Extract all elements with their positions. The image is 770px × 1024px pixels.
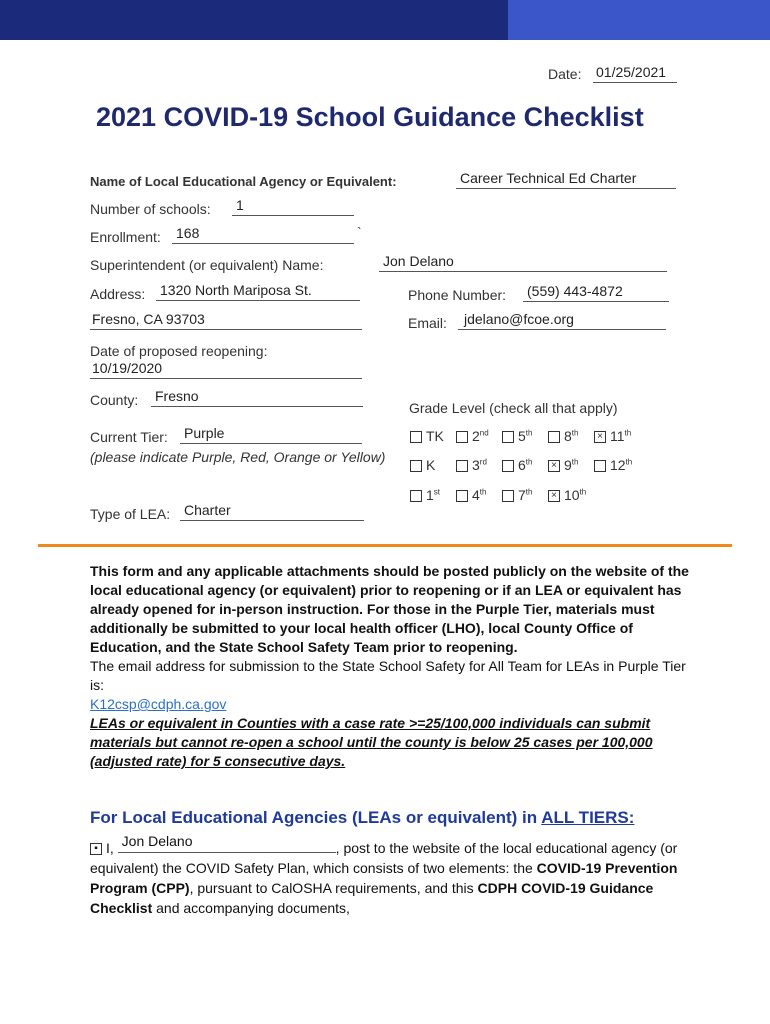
reopening-value: 10/19/2020 bbox=[92, 360, 163, 376]
lea-type-field[interactable] bbox=[180, 502, 364, 521]
phone-field[interactable] bbox=[523, 283, 669, 302]
grade-option[interactable] bbox=[548, 457, 578, 473]
checklist-text: CDPH COVID-19 Guidance Checklist bbox=[90, 880, 654, 916]
schools-value: 1 bbox=[236, 197, 244, 213]
grade-option[interactable] bbox=[502, 428, 532, 444]
grade-label: 1 bbox=[426, 487, 434, 503]
schools-field[interactable] bbox=[232, 197, 354, 216]
lea-name-label: Name of Local Educational Agency or Equivalent: bbox=[90, 174, 397, 189]
grade-option[interactable] bbox=[548, 487, 586, 503]
grade-label: TK bbox=[426, 428, 444, 444]
header-banner-accent bbox=[508, 0, 770, 40]
grade-option[interactable] bbox=[594, 457, 632, 473]
notice-normal-text: The email address for submission to the State School Safety for All Team for LEAs in Purple Tier is: bbox=[90, 658, 686, 693]
reopening-field[interactable] bbox=[90, 360, 362, 379]
checkbox-icon[interactable] bbox=[548, 431, 560, 443]
date-label: Date: bbox=[548, 66, 582, 82]
tier-field[interactable] bbox=[180, 425, 362, 444]
grade-option[interactable] bbox=[548, 428, 578, 444]
grade-label: 4 bbox=[472, 487, 480, 503]
checkbox-icon[interactable] bbox=[456, 460, 468, 472]
grade-suffix: th bbox=[525, 457, 533, 467]
grade-suffix: nd bbox=[479, 428, 489, 438]
submission-email-link[interactable]: K12csp@cdph.ca.gov bbox=[90, 696, 227, 712]
checkbox-icon[interactable] bbox=[456, 431, 468, 443]
grade-label: 10 bbox=[564, 487, 580, 503]
superintendent-label: Superintendent (or equivalent) Name: bbox=[90, 257, 324, 273]
grade-label: K bbox=[426, 457, 436, 473]
grade-option[interactable] bbox=[456, 487, 486, 503]
grade-option[interactable] bbox=[456, 457, 487, 473]
all-tiers-heading-emph: ALL TIERS: bbox=[541, 808, 635, 827]
grade-label: 12 bbox=[610, 457, 626, 473]
grade-option[interactable] bbox=[410, 487, 440, 503]
all-tiers-text3: and accompanying documents, bbox=[152, 900, 350, 916]
grade-suffix: th bbox=[525, 428, 533, 438]
grade-suffix: th bbox=[624, 428, 632, 438]
phone-value: (559) 443-4872 bbox=[527, 283, 623, 299]
superintendent-value: Jon Delano bbox=[383, 253, 454, 269]
checked-checkbox-icon[interactable]: × bbox=[548, 460, 560, 472]
header-banner bbox=[0, 0, 770, 40]
i-label: I, bbox=[106, 840, 114, 856]
grade-option[interactable] bbox=[594, 428, 631, 444]
grade-suffix: th bbox=[579, 487, 587, 497]
enrollment-trailing-mark: ` bbox=[357, 224, 362, 240]
cpp-text: COVID-19 Prevention Program (CPP) bbox=[90, 860, 678, 896]
grade-label: 6 bbox=[518, 457, 526, 473]
notice-block bbox=[90, 562, 690, 771]
schools-label: Number of schools: bbox=[90, 201, 211, 217]
enrollment-value: 168 bbox=[176, 225, 200, 241]
grade-label: 7 bbox=[518, 487, 526, 503]
all-tiers-name-field[interactable] bbox=[118, 833, 336, 853]
checkbox-icon[interactable] bbox=[594, 460, 606, 472]
grade-option[interactable] bbox=[410, 457, 435, 473]
grade-option[interactable] bbox=[456, 428, 489, 444]
checkbox-icon[interactable] bbox=[502, 460, 514, 472]
lea-name-value: Career Technical Ed Charter bbox=[460, 170, 637, 186]
notice-bold-text: This form and any applicable attachments should be posted publicly on the website of the local educational agency (or equivalent) prior to reopening or if an LEA or equivalent has already opened for in-person instruction. For those in the Purple Tier, materials must additionally be submitted to your local health officer (LHO), local County Office of Education, and the State School Safety Team prior to reopening. bbox=[90, 563, 689, 655]
grade-label: 9 bbox=[564, 457, 572, 473]
grade-level-label: Grade Level (check all that apply) bbox=[409, 400, 618, 416]
lea-type-value: Charter bbox=[184, 502, 231, 518]
notice-case-rate-text: LEAs or equivalent in Counties with a case rate >=25/100,000 individuals can submit materials but cannot re-open a school until the county is below 25 cases per 100,000 (adjusted rate) for 5 consecutive days. bbox=[90, 715, 653, 769]
all-tiers-text2: , pursuant to CalOSHA requirements, and this bbox=[189, 880, 478, 896]
all-tiers-heading-prefix: For Local Educational Agencies (LEAs or equivalent) in bbox=[90, 808, 542, 827]
grade-suffix: rd bbox=[479, 457, 487, 467]
superintendent-field[interactable] bbox=[379, 253, 667, 272]
address-field[interactable] bbox=[156, 282, 360, 301]
email-value: jdelano@fcoe.org bbox=[464, 311, 574, 327]
county-field[interactable] bbox=[151, 388, 363, 407]
lea-type-label: Type of LEA: bbox=[90, 506, 171, 522]
all-tiers-checkbox[interactable]: ▪ bbox=[90, 843, 102, 855]
grade-suffix: th bbox=[571, 457, 579, 467]
address-line2-field[interactable] bbox=[90, 311, 362, 330]
grade-suffix: st bbox=[433, 487, 441, 497]
checkbox-icon[interactable] bbox=[456, 490, 468, 502]
checkbox-icon[interactable] bbox=[502, 431, 514, 443]
reopening-label: Date of proposed reopening: bbox=[90, 343, 268, 359]
email-label: Email: bbox=[408, 315, 447, 331]
all-tiers-text1: , post to the website of the local educational agency (or equivalent) the COVID Safety Plan, which consists of two elements: the bbox=[90, 840, 678, 876]
phone-label: Phone Number: bbox=[408, 287, 507, 303]
lea-name-field[interactable] bbox=[456, 170, 676, 189]
enrollment-label: Enrollment: bbox=[90, 229, 161, 245]
county-value: Fresno bbox=[155, 388, 199, 404]
grade-suffix: th bbox=[525, 487, 533, 497]
all-tiers-heading bbox=[90, 808, 634, 828]
address-label: Address: bbox=[90, 286, 146, 302]
grade-option[interactable] bbox=[410, 428, 444, 444]
grade-suffix: th bbox=[571, 428, 579, 438]
date-field[interactable] bbox=[593, 64, 677, 83]
email-field[interactable] bbox=[458, 311, 666, 330]
checked-checkbox-icon[interactable]: × bbox=[548, 490, 560, 502]
grade-option[interactable] bbox=[502, 457, 532, 473]
enrollment-field[interactable] bbox=[172, 225, 354, 244]
address-line2-value: Fresno, CA 93703 bbox=[92, 311, 205, 327]
grade-label: 5 bbox=[518, 428, 526, 444]
section-divider bbox=[38, 544, 732, 547]
address-value: 1320 North Mariposa St. bbox=[160, 282, 312, 298]
county-label: County: bbox=[90, 392, 139, 408]
all-tiers-name-value: Jon Delano bbox=[121, 833, 193, 849]
grade-label: 3 bbox=[472, 457, 480, 473]
checkbox-icon[interactable] bbox=[410, 490, 422, 502]
checked-checkbox-icon[interactable]: × bbox=[594, 431, 606, 443]
tier-note: (please indicate Purple, Red, Orange or Yellow) bbox=[90, 449, 386, 465]
all-tiers-statement bbox=[90, 833, 690, 918]
grade-suffix: th bbox=[625, 457, 633, 467]
tier-value: Purple bbox=[184, 425, 225, 441]
grade-option[interactable] bbox=[502, 487, 532, 503]
grade-label: 2 bbox=[472, 428, 480, 444]
checkbox-icon[interactable] bbox=[410, 460, 422, 472]
date-value: 01/25/2021 bbox=[596, 64, 667, 80]
tier-label: Current Tier: bbox=[90, 429, 168, 445]
checkbox-icon[interactable] bbox=[410, 431, 422, 443]
checkbox-icon[interactable] bbox=[502, 490, 514, 502]
grade-label: 11 bbox=[610, 428, 625, 444]
grade-label: 8 bbox=[564, 428, 572, 444]
page-title: 2021 COVID-19 School Guidance Checklist bbox=[96, 102, 644, 132]
grade-suffix: th bbox=[479, 487, 487, 497]
